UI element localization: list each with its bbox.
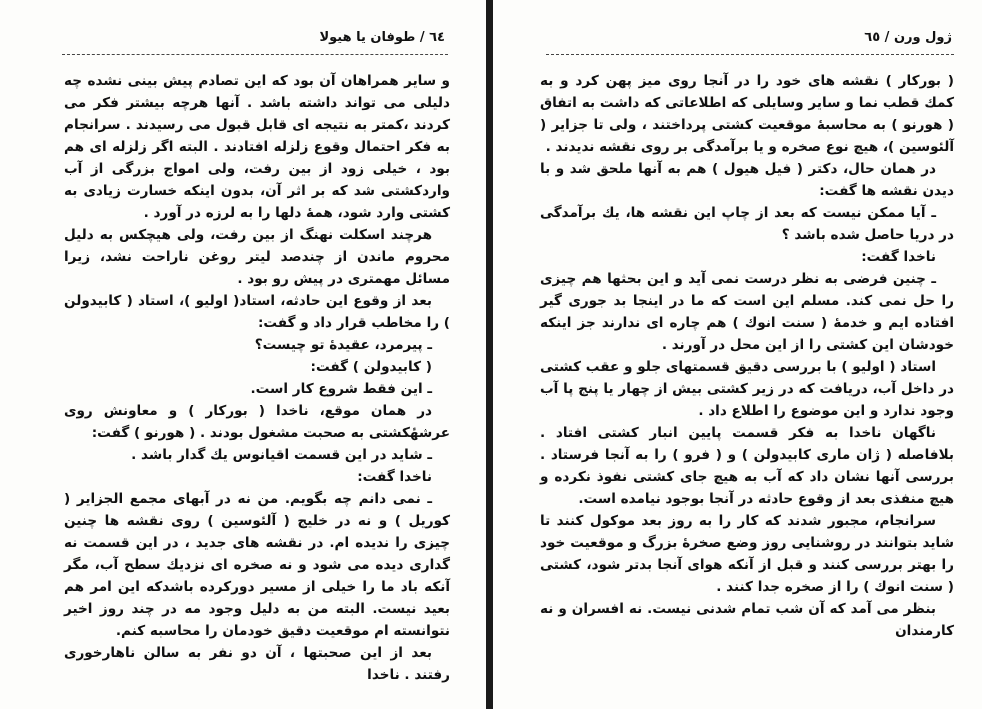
left-page bbox=[0, 0, 482, 709]
header-rule bbox=[546, 54, 954, 55]
paragraph: هرچند اسکلت نهنگ از بین رفت، ولی هیچکس به دلیل محروم ماندن از چندصد لیتر روغن ناراحت نشد، زیرا مسائل مهمتری در پیش رو بود . bbox=[64, 227, 450, 287]
book-gutter bbox=[486, 0, 493, 709]
page-body bbox=[540, 70, 954, 642]
page-header: ژول ورن / ٦٥ bbox=[864, 30, 952, 45]
paragraph: استاد ( اولیو ) با بررسی دقیق قسمتهای جلو و عقب کشتی در داخل آب، دریافت که در زیر کشتی بیش از چهار یا پنج پا آب وجود ندارد و این موضوع را اطلاع داد . bbox=[540, 359, 954, 419]
page-body bbox=[64, 70, 450, 686]
paragraph: و سایر همراهان آن بود که این تصادم پیش بینی نشده چه دلیلی می تواند داشته باشد . آنها هرچه بیشتر فکر می کردند ،کمتر به نتیجه ای قابل قبول می رسیدند . سرانجام به فکر احتمال وقوع زلزله افتادند . البته اگر زلزله ای هم بود ، خیلی زود از بین رفت، ولی امواج بزرگی از آب واردکشتی شد که بر اثر آن، بدون اینکه خسارت زیادی به کشتی وارد شود، همهٔ دلها را به لرزه در آورد . bbox=[64, 73, 450, 221]
paragraph: ناگهان ناخدا به فکر قسمت پایین انبار کشتی افتاد . بلافاصله ( ژان ماری کابیدولن ) و ( فرو ) را به آنجا فرستاد . بررسی آنها نشان داد که آب به هیچ جای کشتی نفوذ نکرده و هیچ منفذی بعد از وقوع حادثه در آنجا بوجود نیامده است. bbox=[540, 425, 954, 507]
paragraph: ـ نمی دانم چه بگویم. من نه در آبهای مجمع الجزایر ( کوریل ) و نه در خلیج ( آلئوسین ) روی نقشه ها چنین چیزی را ندیده ام. در نقشه های جدید ، در این قسمت نه گداری دیده می شود و نه صخره ای نزدیك سطح آب، مگر آنکه باد ما را خیلی از مسیر دورکرده باشدکه این امر هم بعید نیست. البته من به دلیل وجود مه در چند روز اخیر نتوانسته ام موقعیت دقیق خودمان را محاسبه کنم. bbox=[64, 491, 450, 639]
paragraph: ـ آیا ممکن نیست که بعد از چاپ این نقشه ها، یك برآمدگی در دریا حاصل شده باشد ؟ bbox=[540, 205, 954, 243]
page-header: ٦٤ / طوفان یا هیولا bbox=[319, 30, 445, 45]
header-rule bbox=[62, 54, 448, 55]
paragraph: ( کابیدولن ) گفت: bbox=[310, 359, 432, 375]
paragraph: در همان حال، دکتر ( فیل هیول ) هم به آنها ملحق شد و با دیدن نقشه ها گفت: bbox=[540, 161, 954, 199]
paragraph: ـ چنین فرضی به نظر درست نمی آید و این بحثها هم چیزی را حل نمی کند. مسلم این است که ما در اینجا بد جوری گیر افتاده ایم و خدمهٔ ( سنت انوك ) هم چاره ای ندارند جز اینکه خودشان این کشتی را از این محل در آورند . bbox=[540, 271, 954, 353]
right-page bbox=[496, 0, 982, 709]
paragraph: ناخدا گفت: bbox=[357, 469, 432, 485]
paragraph: بعد از این صحبتها ، آن دو نفر به سالن ناهارخوری رفتند . ناخدا bbox=[64, 645, 450, 683]
paragraph: ـ این فقط شروع کار است. bbox=[250, 381, 432, 397]
paragraph: ـ شاید در این قسمت اقیانوس یك گدار باشد . bbox=[131, 447, 432, 463]
paragraph: بنظر می آمد که آن شب تمام شدنی نیست. نه افسران و نه کارمندان bbox=[540, 601, 954, 639]
paragraph: در همان موقع، ناخدا ( بورکار ) و معاونش روی عرشهٔکشتی به صحبت مشغول بودند . ( هورنو ) گفت: bbox=[64, 403, 450, 441]
paragraph: بعد از وقوع این حادثه، استاد( اولیو )، استاد ( کابیدولن ) را مخاطب قرار داد و گفت: bbox=[64, 293, 450, 331]
paragraph: ناخدا گفت: bbox=[861, 249, 936, 265]
paragraph: ـ پیرمرد، عقیدهٔ تو چیست؟ bbox=[254, 337, 432, 353]
paragraph: ( بورکار ) نقشه های خود را در آنجا روی میز پهن کرد و به کمك قطب نما و سایر وسایلی که اطلاعاتی که داشت به اتفاق ( هورنو ) به محاسبهٔ موقعیت کشتی پرداختند ، ولی تا جزایر ( آلئوسین )، هیچ نوع صخره و یا برآمدگی بر روی نقشه ندیدند . bbox=[540, 73, 954, 155]
paragraph: سرانجام، مجبور شدند که کار را به روز بعد موکول کنند تا شاید بتوانند در روشنایی روز وضع صخرهٔ بزرگ و موقعیت خود را بهتر بررسی کنند و قبل از آنکه هوای آنجا بدتر شود، کشتی ( سنت انوك ) را از صخره جدا کنند . bbox=[540, 513, 954, 595]
